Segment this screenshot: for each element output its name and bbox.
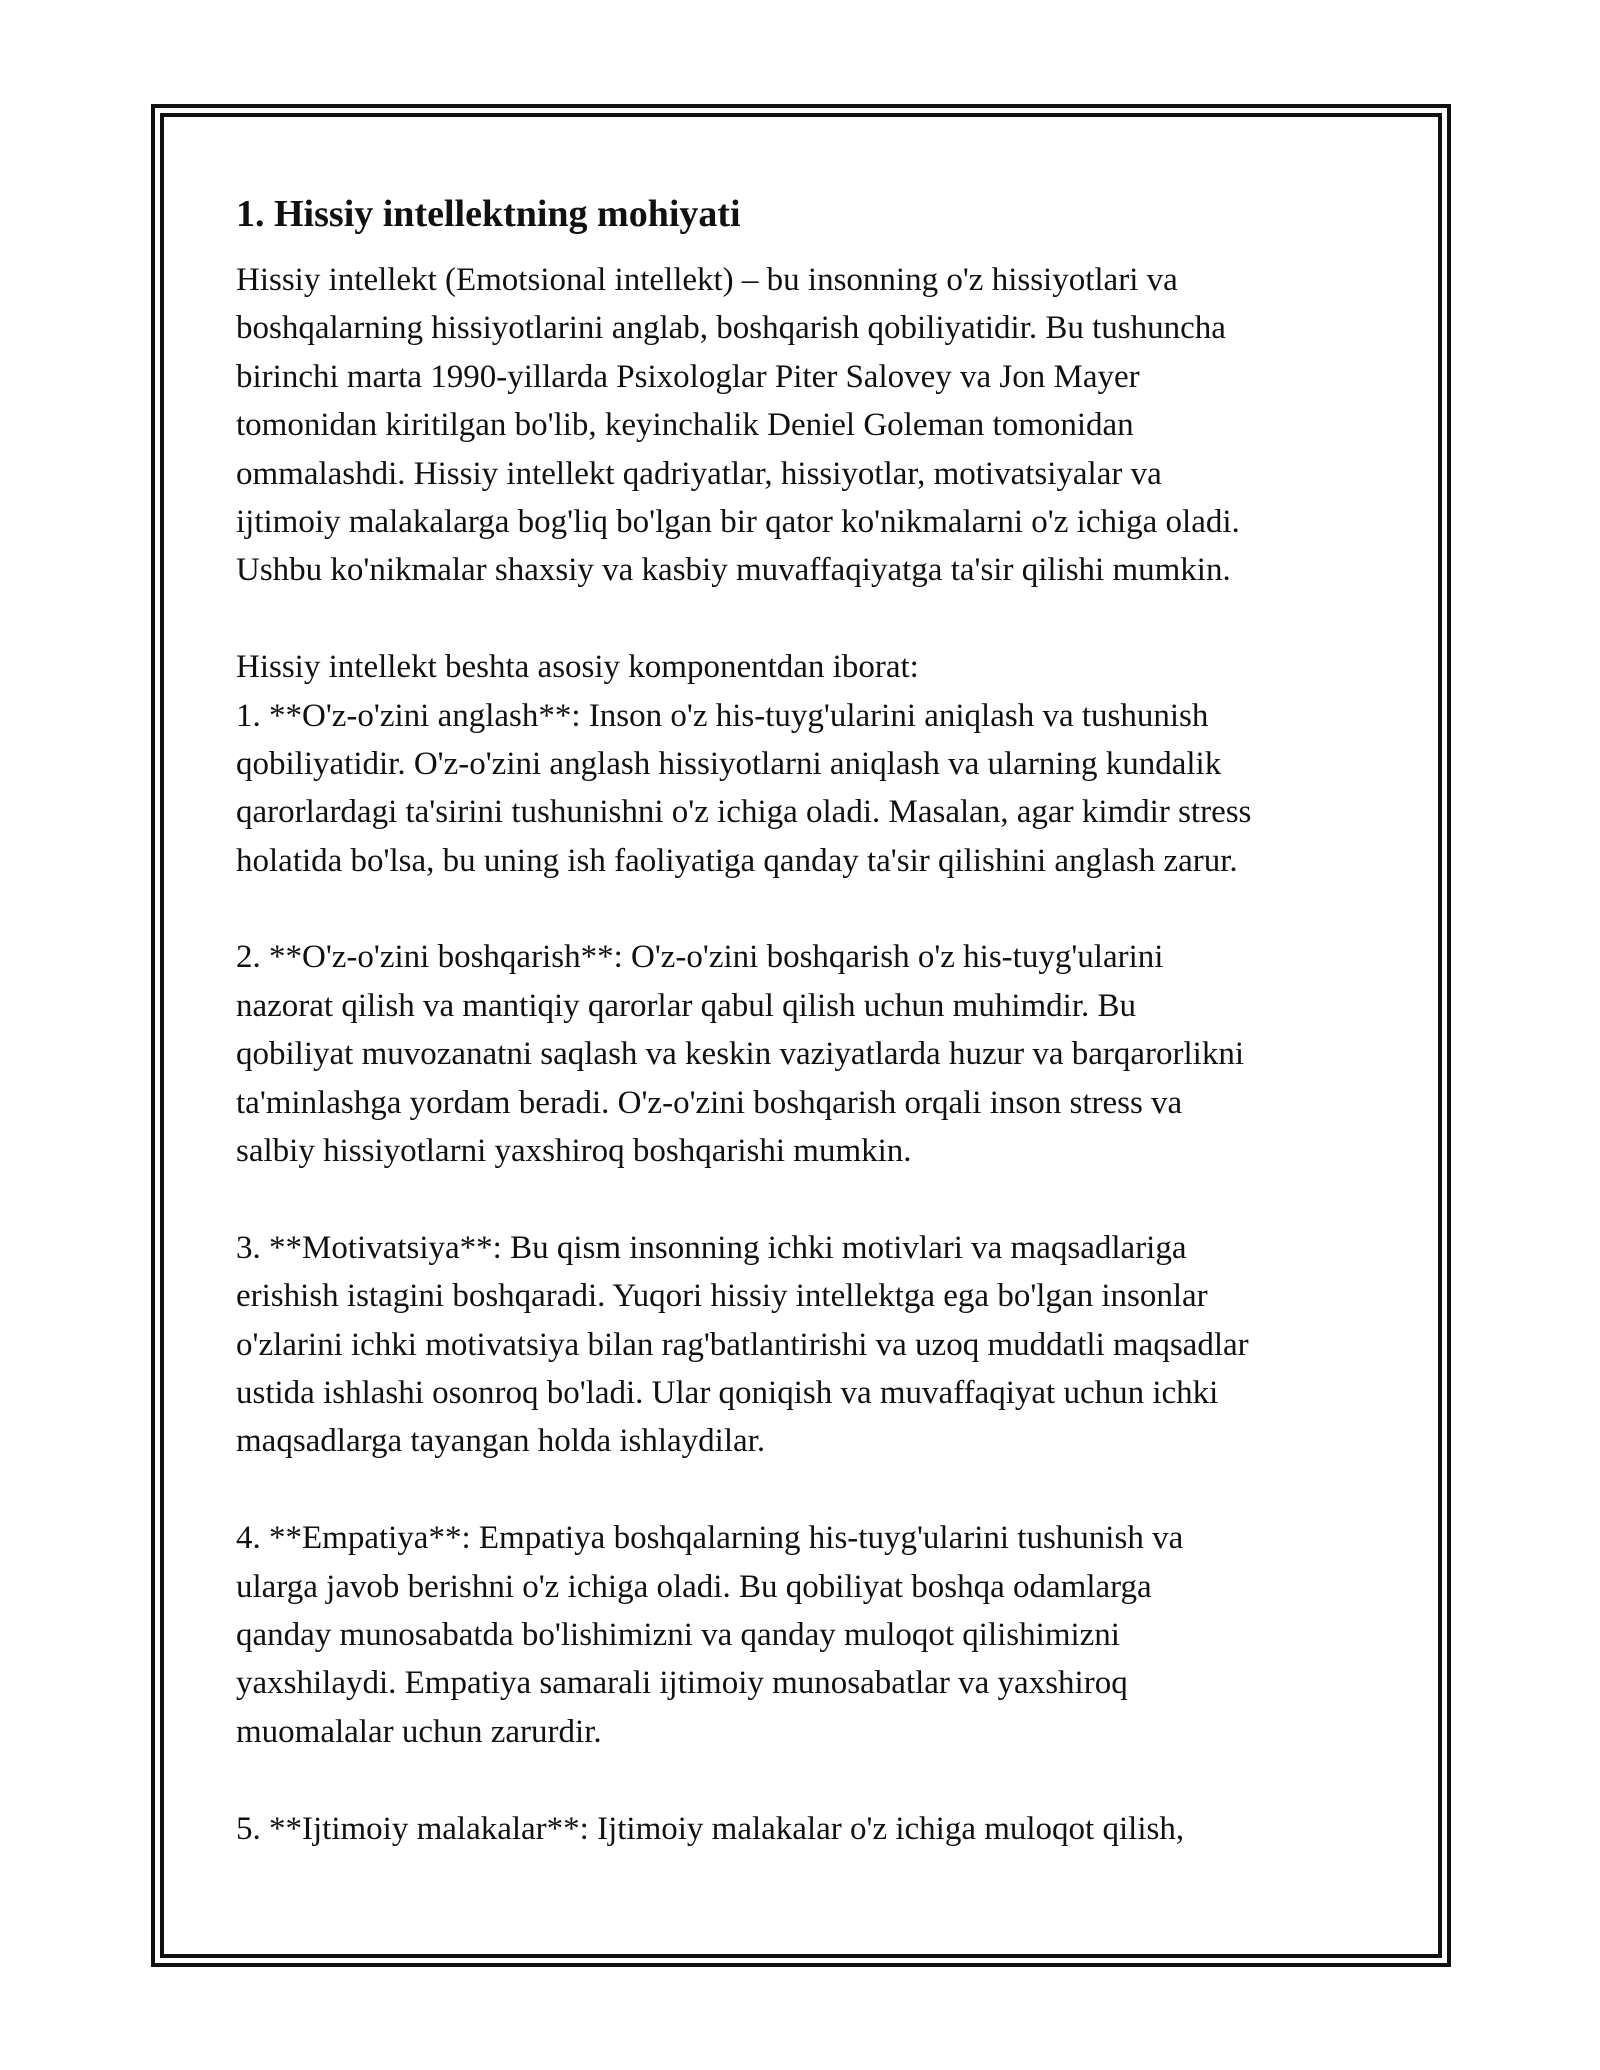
- paragraph-motivation: [236, 1224, 1386, 1466]
- paragraph-self-management: [236, 933, 1386, 1175]
- text-line: 4. **Empatiya**: Empatiya boshqalarning his-tuyg'ularini tushunish va: [236, 1520, 1184, 1557]
- text-line: Ushbu ko'nikmalar shaxsiy va kasbiy muvaffaqiyatga ta'sir qilishi mumkin.: [236, 552, 1231, 589]
- text-line: tomonidan kiritilgan bo'lib, keyinchalik Deniel Goleman tomonidan: [236, 407, 1134, 444]
- text-line: nazorat qilish va mantiqiy qarorlar qabul qilish uchun muhimdir. Bu: [236, 987, 1137, 1024]
- text-line: qobiliyatidir. O'z-o'zini anglash hissiyotlarni aniqlash va ularning kundalik: [236, 745, 1222, 782]
- text-line: qarorlardagi ta'sirini tushunishni o'z ichiga oladi. Masalan, agar kimdir stress: [236, 794, 1252, 831]
- text-line: Hissiy intellekt (Emotsional intellekt) – bu insonning o'z hissiyotlari va: [236, 262, 1178, 298]
- text-line: 1. **O'z-o'zini anglash**: Inson o'z his-tuyg'ularini aniqlash va tushunish: [236, 697, 1209, 734]
- text-line: 5. **Ijtimoiy malakalar**: Ijtimoiy malakalar o'z ichiga muloqot qilish,: [236, 1810, 1185, 1847]
- text-line: ustida ishlashi osonroq bo'ladi. Ular qoniqish va muvaffaqiyat uchun ichki: [236, 1374, 1219, 1411]
- section-heading: 1. Hissiy intellektning mohiyati: [236, 193, 741, 235]
- text-line: maqsadlarga tayangan holda ishlaydilar.: [236, 1423, 766, 1460]
- text-line: yaxshilaydi. Empatiya samarali ijtimoiy munosabatlar va yaxshiroq: [236, 1665, 1128, 1702]
- text-line: salbiy hissiyotlarni yaxshiroq boshqarishi mumkin.: [236, 1133, 912, 1170]
- text-line: 2. **O'z-o'zini boshqarish**: O'z-o'zini boshqarish o'z his-tuyg'ularini: [236, 939, 1164, 976]
- text-line: ommalashdi. Hissiy intellekt qadriyatlar, hissiyotlar, motivatsiyalar va: [236, 455, 1162, 492]
- paragraph-social-skills: [236, 1805, 1386, 1853]
- text-line: ta'minlashga yordam beradi. O'z-o'zini boshqarish orqali inson stress va: [236, 1084, 1183, 1121]
- document-body: [236, 188, 1386, 1853]
- paragraph-intro: [236, 256, 1386, 595]
- text-line: holatida bo'lsa, bu uning ish faoliyatiga qanday ta'sir qilishini anglash zarur.: [236, 842, 1238, 879]
- paragraph-components: [236, 643, 1386, 885]
- text-line: 3. **Motivatsiya**: Bu qism insonning ichki motivlari va maqsadlariga: [236, 1229, 1187, 1266]
- text-line: boshqalarning hissiyotlarini anglab, boshqarish qobiliyatidir. Bu tushuncha: [236, 310, 1226, 347]
- text-line: qobiliyat muvozanatni saqlash va keskin vaziyatlarda huzur va barqarorlikni: [236, 1036, 1244, 1073]
- text-line: o'zlarini ichki motivatsiya bilan rag'batlantirishi va uzoq muddatli maqsadlar: [236, 1326, 1249, 1363]
- text-line: Hissiy intellekt beshta asosiy komponentdan iborat:: [236, 649, 919, 686]
- text-line: qanday munosabatda bo'lishimizni va qanday muloqot qilishimizni: [236, 1616, 1120, 1653]
- text-line: erishish istagini boshqaradi. Yuqori hissiy intellektga ega bo'lgan insonlar: [236, 1278, 1208, 1315]
- text-line: ijtimoiy malakalarga bog'liq bo'lgan bir qator ko'nikmalarni o'z ichiga oladi.: [236, 503, 1240, 540]
- paragraph-empathy: [236, 1514, 1386, 1756]
- text-line: ularga javob berishni o'z ichiga oladi. Bu qobiliyat boshqa odamlarga: [236, 1568, 1152, 1605]
- text-line: muomalalar uchun zarurdir.: [236, 1713, 602, 1750]
- text-line: birinchi marta 1990-yillarda Psixologlar Piter Salovey va Jon Mayer: [236, 358, 1140, 395]
